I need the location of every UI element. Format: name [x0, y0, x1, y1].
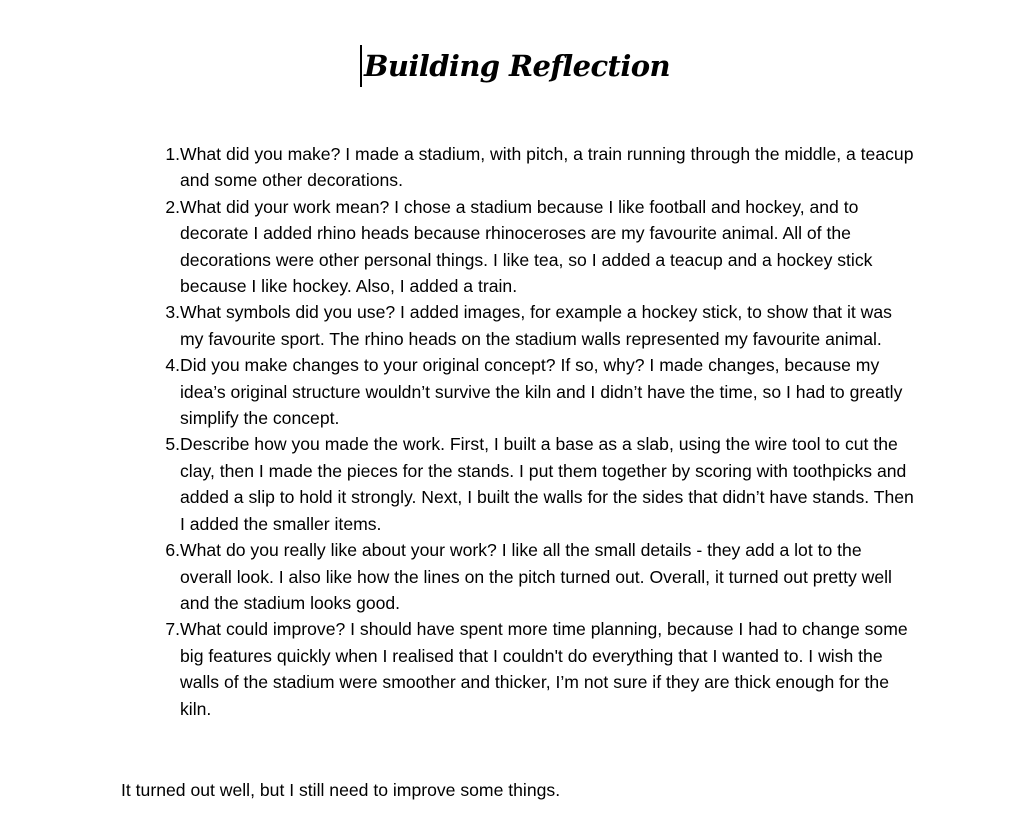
list-item [146, 616, 916, 722]
list-item-text: What could improve? I should have spent more time planning, because I had to change some big features quickly when I realised that I couldn't do everything that I wanted to. I wish the walls of the stadium were smoother and thicker, I’m not sure if they are thick enough for the kiln. [180, 619, 908, 719]
list-item [146, 431, 916, 537]
list-item-text: What do you really like about your work? I like all the small details - they add a lot to the overall look. I also like how the lines on the pitch turned out. Overall, it turned out pretty well and the stadium looks good. [180, 540, 892, 613]
closing-paragraph: It turned out well, but I still need to improve some things. [121, 780, 561, 800]
list-item-number: 1. [165, 144, 180, 164]
document-title: Building Reflection [364, 49, 670, 83]
list-item-text: What did your work mean? I chose a stadium because I like football and hockey, and to decorate I added rhino heads because rhinoceroses are my favourite animal. All of the decorations were other personal things. I like tea, so I added a teacup and a hockey stick because I like hockey. Also, I added a train. [180, 196, 873, 297]
list-item-number: 2. [165, 196, 180, 217]
list-item [146, 537, 916, 616]
list-item-text: Describe how you made the work. First, I built a base as a slab, using the wire tool to cut the clay, then I made the pieces for the stands. I put them together by scoring with toothpicks and added a slip to hold it strongly. Next, I built the walls for the sides that didn’t have stands. Then I added the smaller items. [180, 434, 914, 534]
list-item-text: Did you make changes to your original concept? If so, why? I made changes, because my idea’s original structure wouldn’t survive the kiln and I didn’t have the time, so I had to greatly simplify the concept. [180, 355, 903, 429]
list-item [146, 299, 916, 352]
list-item [146, 141, 916, 194]
list-item-number: 5. [165, 434, 180, 455]
list-item-number: 6. [165, 540, 180, 561]
text-cursor [360, 45, 362, 87]
title-line [360, 44, 670, 88]
list-item [146, 352, 916, 431]
list-item-text: What did you make? I made a stadium, with pitch, a train running through the middle, a teacup and some other decorations. [180, 144, 914, 191]
list-item [146, 194, 916, 300]
list-item-text: What symbols did you use? I added images, for example a hockey stick, to show that it was my favourite sport. The rhino heads on the stadium walls represented my favourite animal. [180, 302, 892, 349]
reflection-list [146, 141, 916, 722]
list-item-number: 4. [165, 355, 180, 376]
list-item-number: 7. [165, 619, 180, 640]
list-item-number: 3. [165, 302, 180, 323]
